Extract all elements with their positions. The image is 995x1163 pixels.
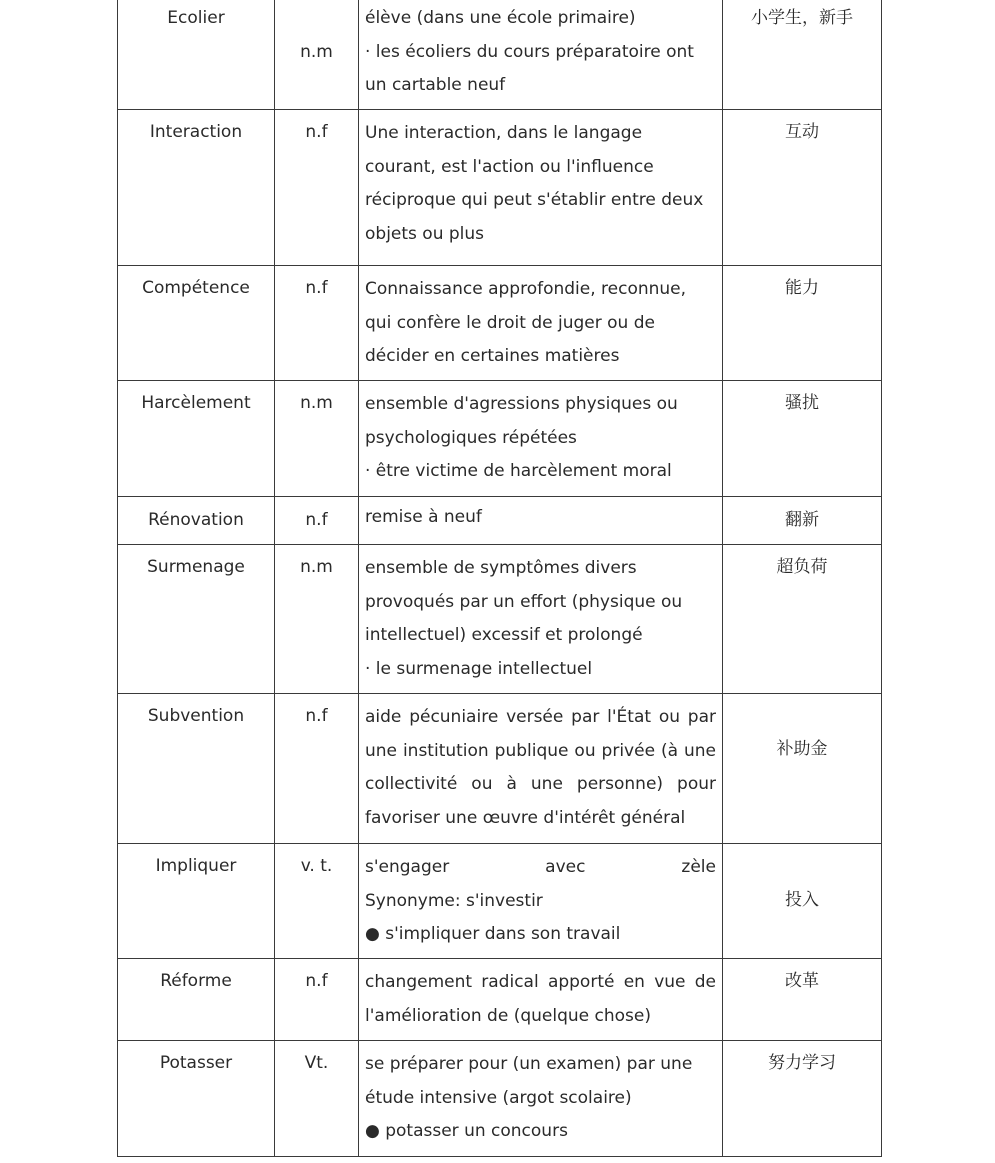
word-cell: Rénovation <box>118 497 275 545</box>
definition-line: qui confère le droit de juger ou de <box>365 312 655 333</box>
translation-cell: 互动 <box>723 110 882 266</box>
definition-cell <box>359 110 723 266</box>
definition-line: un cartable neuf <box>365 75 506 96</box>
definition-line: une institution publique ou privée (à une <box>365 740 716 761</box>
definition-line: intellectuel) excessif et prolongé <box>365 625 643 646</box>
table-row <box>118 497 882 545</box>
definition-line: remise à neuf <box>365 507 482 527</box>
definition-line: Synonyme: s'investir <box>365 890 543 911</box>
table-row <box>118 110 882 266</box>
translation-cell: 改革 <box>723 959 882 1041</box>
word-cell: Subvention <box>118 694 275 844</box>
part-of-speech-cell: v. t. <box>275 844 359 959</box>
definition-line: psychologiques répétées <box>365 427 577 448</box>
definition-line: objets ou plus <box>365 223 485 244</box>
definition-cell <box>359 1041 723 1157</box>
definition-line: ● potasser un concours <box>365 1121 568 1142</box>
table-row <box>118 1041 882 1157</box>
table-row <box>118 844 882 959</box>
definition-cell <box>359 381 723 497</box>
definition-cell <box>359 0 723 110</box>
translation-cell: 补助金 <box>723 694 882 844</box>
translation-cell: 超负荷 <box>723 545 882 694</box>
definition-line: collectivité ou à une personne) pour <box>365 774 716 795</box>
part-of-speech-cell: Vt. <box>275 1041 359 1157</box>
part-of-speech-cell: n.m <box>275 545 359 694</box>
definition-cell <box>359 844 723 959</box>
vocabulary-table <box>117 0 882 1157</box>
part-of-speech-cell: n.f <box>275 110 359 266</box>
part-of-speech-cell: n.f <box>275 266 359 381</box>
translation-cell: 努力学习 <box>723 1041 882 1157</box>
translation-cell: 投入 <box>723 844 882 959</box>
definition-line: se préparer pour (un examen) par une <box>365 1054 693 1074</box>
definition-line: ensemble d'agressions physiques ou <box>365 394 678 414</box>
part-of-speech-cell: n.f <box>275 694 359 844</box>
definition-line: · les écoliers du cours préparatoire ont <box>365 41 694 62</box>
part-of-speech-cell: n.m <box>275 0 359 110</box>
table-row <box>118 381 882 497</box>
table-row <box>118 0 882 110</box>
table-row <box>118 545 882 694</box>
table-row <box>118 959 882 1041</box>
table-row <box>118 694 882 844</box>
word-cell: Compétence <box>118 266 275 381</box>
definition-line: courant, est l'action ou l'influence <box>365 156 654 177</box>
word-cell: Interaction <box>118 110 275 266</box>
definition-line: Connaissance approfondie, reconnue, <box>365 279 687 299</box>
definition-line: s'engager avec zèle <box>365 857 716 877</box>
definition-line: Une interaction, dans le langage <box>365 123 643 143</box>
part-of-speech-cell: n.f <box>275 959 359 1041</box>
word-cell: Harcèlement <box>118 381 275 497</box>
definition-cell <box>359 694 723 844</box>
translation-cell: 能力 <box>723 266 882 381</box>
word-cell: Potasser <box>118 1041 275 1157</box>
definition-line: · le surmenage intellectuel <box>365 658 593 679</box>
definition-line: changement radical apporté en vue de <box>365 972 716 992</box>
definition-cell <box>359 497 723 545</box>
translation-cell: 翻新 <box>723 497 882 545</box>
definition-cell <box>359 266 723 381</box>
definition-line: l'amélioration de (quelque chose) <box>365 1005 651 1026</box>
part-of-speech-cell: n.f <box>275 497 359 545</box>
definition-line: décider en certaines matières <box>365 346 620 367</box>
word-cell: Réforme <box>118 959 275 1041</box>
definition-line: favoriser une œuvre d'intérêt général <box>365 807 686 828</box>
definition-line: ensemble de symptômes divers <box>365 558 637 578</box>
word-cell: Impliquer <box>118 844 275 959</box>
translation-cell: 小学生，新手 <box>723 0 882 110</box>
definition-line: réciproque qui peut s'établir entre deux <box>365 190 704 211</box>
definition-cell <box>359 545 723 694</box>
definition-line: élève (dans une école primaire) <box>365 8 636 28</box>
definition-line: étude intensive (argot scolaire) <box>365 1087 632 1108</box>
definition-line: aide pécuniaire versée par l'État ou par <box>365 707 716 727</box>
definition-line: provoqués par un effort (physique ou <box>365 591 683 612</box>
translation-cell: 骚扰 <box>723 381 882 497</box>
word-cell: Surmenage <box>118 545 275 694</box>
word-cell: Ecolier <box>118 0 275 110</box>
part-of-speech-cell: n.m <box>275 381 359 497</box>
definition-line: · être victime de harcèlement moral <box>365 461 672 482</box>
definition-line: ● s'impliquer dans son travail <box>365 924 621 945</box>
table-row <box>118 266 882 381</box>
definition-cell <box>359 959 723 1041</box>
